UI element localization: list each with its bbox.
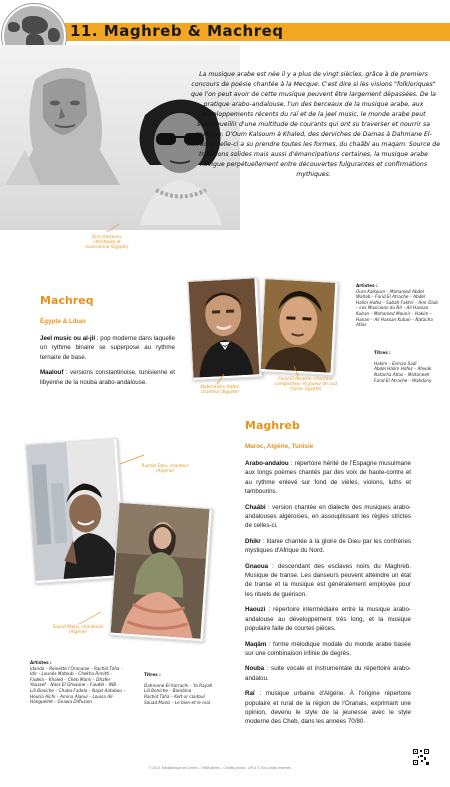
abdel-halim-photo bbox=[187, 277, 262, 381]
def-haouzi: Haouzi : répertoire intermédiaire entre la musique arabo-andalouse au développement très long, et la musique populaire faite de courtes pièces. bbox=[245, 606, 411, 633]
footer-credits: © 2013, Médiathèque de Lorient – RMM Atelier – Crédits photos : DR & © Tous droits réservés bbox=[149, 766, 291, 770]
machreq-title: Machreq bbox=[40, 294, 94, 307]
rachid-taha-photo bbox=[25, 438, 127, 584]
caption-abdel-halim: Abdel Halim Hafez, chanteur (Egypte) bbox=[200, 384, 240, 394]
def-gnaoua: Gnaoua : descendant des esclaves noirs du Maghreb. Musique de transe. Les danseurs peuvent atteindre un état de transe et la musique est généralement employée pour les rituels de guérison. bbox=[245, 562, 411, 598]
souad-massi-photo bbox=[109, 502, 212, 642]
def-dhikr: Dhikr : litanie chantée à la gloire de Dieu par les confréries mystiques d'Afrique du Nord. bbox=[245, 537, 411, 555]
caption-souad-massi: Souad Massi, chanteuse (Algérie) bbox=[52, 624, 104, 634]
intro-paragraph: La musique arabe est née il y a plus de vingt siècles, grâce à de premiers concours de poésie chantée à la Mecque. C'est dire si les visions "folkloriques" que l'on peut avoir de cette musique peuvent être largement dépassées. De la pratique arabo-andalouse, l'un des berceaux de la musique arabe, aux développements récents du raï et de la jeel music, le monde arabe peut s'enorgueillir d'une multitude de courants qui ont su traverser et nourrir sa musique. D'Oum Kalsoum à Khaled, des derviches de Damas à Dahmane El-harrachi, celle-ci a su prendre toutes les formes, du chaâbi au maqam. Source de traditions solides mais aussi d'émancipations certaines, la musique arabe navigue perpétuellement entre découvertes fulgurantes et confirmations mythiques. bbox=[186, 71, 441, 178]
farid-el-atrache-photo bbox=[260, 278, 339, 376]
def-arabo-andalou: Arabo-andalou : répertoire hérité de l'Espagne musulmane aux longs poèmes chantés par des voix de haute-contre et au rythme enlevé sur fond de vièles, violons, luths et tambourins. bbox=[245, 460, 411, 496]
maghreb-title: Maghreb bbox=[245, 419, 300, 432]
def-rai: Raï : musique urbaine d'Algérie. À l'origine répertoire populaire et rural de la région de l'Oranais, exprimant une opinion, devenu le style de la jeunesse avec le style moderne des Cheb, dans les années 70/80. bbox=[245, 690, 411, 726]
caption-pointer bbox=[105, 222, 123, 234]
machreq-region: Égypte & Liban bbox=[40, 318, 86, 325]
maghreb-definitions bbox=[245, 459, 411, 733]
def-maalouf: Maalouf : versions constantinoise, tunisienne et libyenne de la nouba arabo-andalouse. bbox=[40, 369, 175, 386]
caption-rachid-taha: Rachid Taha, chanteur (Algérie) bbox=[141, 463, 189, 473]
def-maqam: Maqâm : forme mélodique modale du monde arabe basée sur une combinaison infinie de degrés. bbox=[245, 640, 411, 657]
def-chaabi: Chaâbi : version chantée en dialecte des musiques arabo-andalouses algéroises, en assouplissant les règles strictes de celles-ci. bbox=[245, 503, 411, 530]
qr-code-icon[interactable] bbox=[412, 748, 430, 766]
machreq-titres: Titres : Hakim – Esmaa Sadi Abdel Halim Hafez – Ahwak Natacha Atlas – Mistaneeh Farid El Atrache – Wahdany bbox=[374, 349, 432, 383]
def-jeel: Jeel music ou al-jil : pop moderne dans laquelle un rythme binaire se superpose au rythme ternaire de base. bbox=[40, 335, 175, 361]
maghreb-titres: Titres : Dahmane El-harrachi – Ya Rayah Lili Boniche – Bambino Rachid Taha – Kelt ur coutoul Souad Massi – Le bien et le mal bbox=[144, 671, 213, 705]
page-title: 11. Maghreb & Machreq bbox=[70, 22, 284, 40]
caption-farid: Farid El Atrache, chanteur, compositeur et joueur de oud (Syrie, Egypte) bbox=[274, 376, 338, 391]
def-nouba: Nouba : suite vocale et instrumentale du répertoire arabo-andalou. bbox=[245, 665, 411, 682]
machreq-definitions bbox=[40, 334, 175, 393]
maghreb-artists: Artistes : Idanda – Reinette l'Oranaise – Rachid Taha – Idir – Lounès Matoub – Chekha Rimitti – Fadela – Khaled – Cheb Mami – Dhafer Youssef – Nass El Ghiwane – Faudel – INB – Lili Boniche – Chaba Fadela – Najat Aatabou – Houria Aïchi – Amina Alaoui – Louisa Ali-Hanguellet – Gnawa Diffusion bbox=[30, 660, 126, 705]
maghreb-region: Maroc, Algérie, Tunisie bbox=[245, 443, 314, 450]
machreq-artists: Artistes : Oum Kalsoum – Mohamed Abdel Wahab – Farid El Atrache – Abdel Halim Hafez – Sabah Fakhri – Amr Diab – Les Musiciens du Nil – Ali Hassan Kuban – Mohamed Mounir – Hakim – Hanan – Ali Hassan Kuban – Natacha Atlas bbox=[356, 283, 438, 328]
caption-oum-kalsoum: Oum Kalsoum, chanteuse et musicienne (Egypte) bbox=[85, 234, 129, 249]
